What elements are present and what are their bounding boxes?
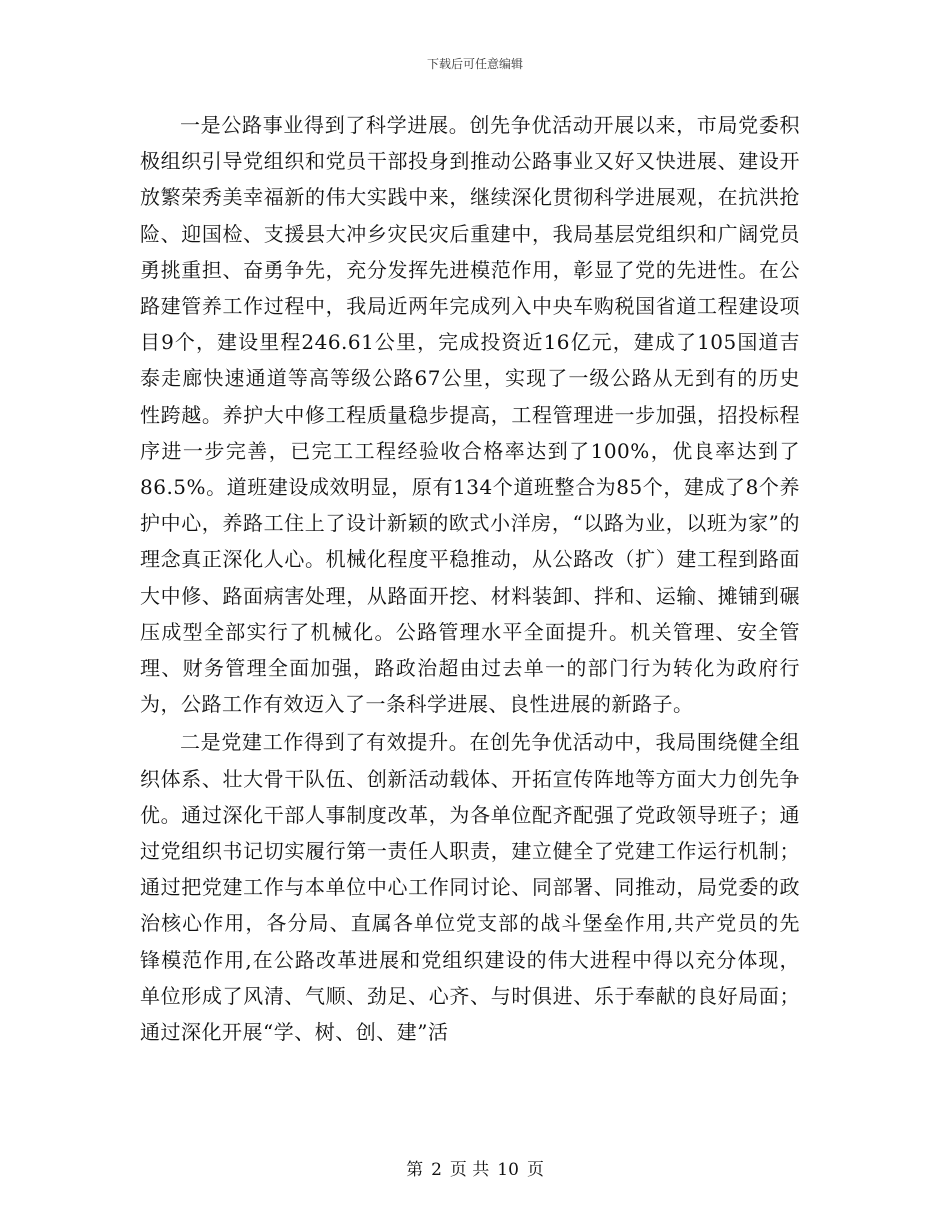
paragraph-2: 二是党建工作得到了有效提升。在创先争优活动中，我局围绕健全组织体系、壮大骨干队伍、创新活动载体、开拓宣传阵地等方面大力创先争优。通过深化干部人事制度改革，为各单位配齐配强了党政领导班子；通过党组织书记切实履行第一责任人职责，建立健全了党建工作运行机制；通过把党建工作与本单位中心工作同讨论、同部署、同推动，局党委的政治核心作用，各分局、直属各单位党支部的战斗堡垒作用,共产党员的先锋模范作用,在公路改革进展和党组织建设的伟大进程中得以充分体现，单位形成了风清、气顺、劲足、心齐、与时俱进、乐于奉献的良好局面；通过深化开展“学、树、创、建”活	[140, 730, 800, 1045]
footer-middle: 页 共	[449, 1160, 490, 1180]
page-header: 下载后可任意编辑	[426, 57, 523, 71]
footer-suffix: 页	[526, 1160, 544, 1180]
page-footer	[0, 1155, 950, 1180]
paragraph-1: 一是公路事业得到了科学进展。创先争优活动开展以来，市局党委积极组织引导党组织和党员干部投身到推动公路事业又好又快进展、建设开放繁荣秀美幸福新的伟大实践中来，继续深化贯彻科学进展观，在抗洪抢险、迎国检、支援县大冲乡灾民灾后重建中，我局基层党组织和广阔党员勇挑重担、奋勇争先，充分发挥先进模范作用，彰显了党的先进性。在公路建管养工作过程中，我局近两年完成列入中央车购税国省道工程建设项目9个，建设里程246.61公里，完成投资近16亿元，建成了105国道吉泰走廊快速通道等高等级公路67公里，实现了一级公路从无到有的历史性跨越。养护大中修工程质量稳步提高，工程管理进一步加强，招投标程序进一步完善，已完工工程经验收合格率达到了100%，优良率达到了86.5%。道班建设成效明显，原有134个道班整合为85个，建成了8个养护中心，养路工住上了设计新颖的欧式小洋房，“以路为业，以班为家”的理念真正深化人心。机械化程度平稳推动，从公路改（扩）建工程到路面大中修、路面病害处理，从路面开挖、材料装卸、拌和、运输、摊铺到碾压成型全部实行了机械化。公路管理水平全面提升。机关管理、安全管理、财务管理全面加强，路政治超由过去单一的部门行为转化为政府行为，公路工作有效迈入了一条科学进展、良性进展的新路子。	[140, 113, 800, 717]
footer-prefix: 第	[406, 1160, 424, 1180]
footer-total-pages: 10	[497, 1160, 519, 1180]
document-body	[140, 107, 800, 1050]
footer-page-number: 2	[431, 1160, 442, 1180]
